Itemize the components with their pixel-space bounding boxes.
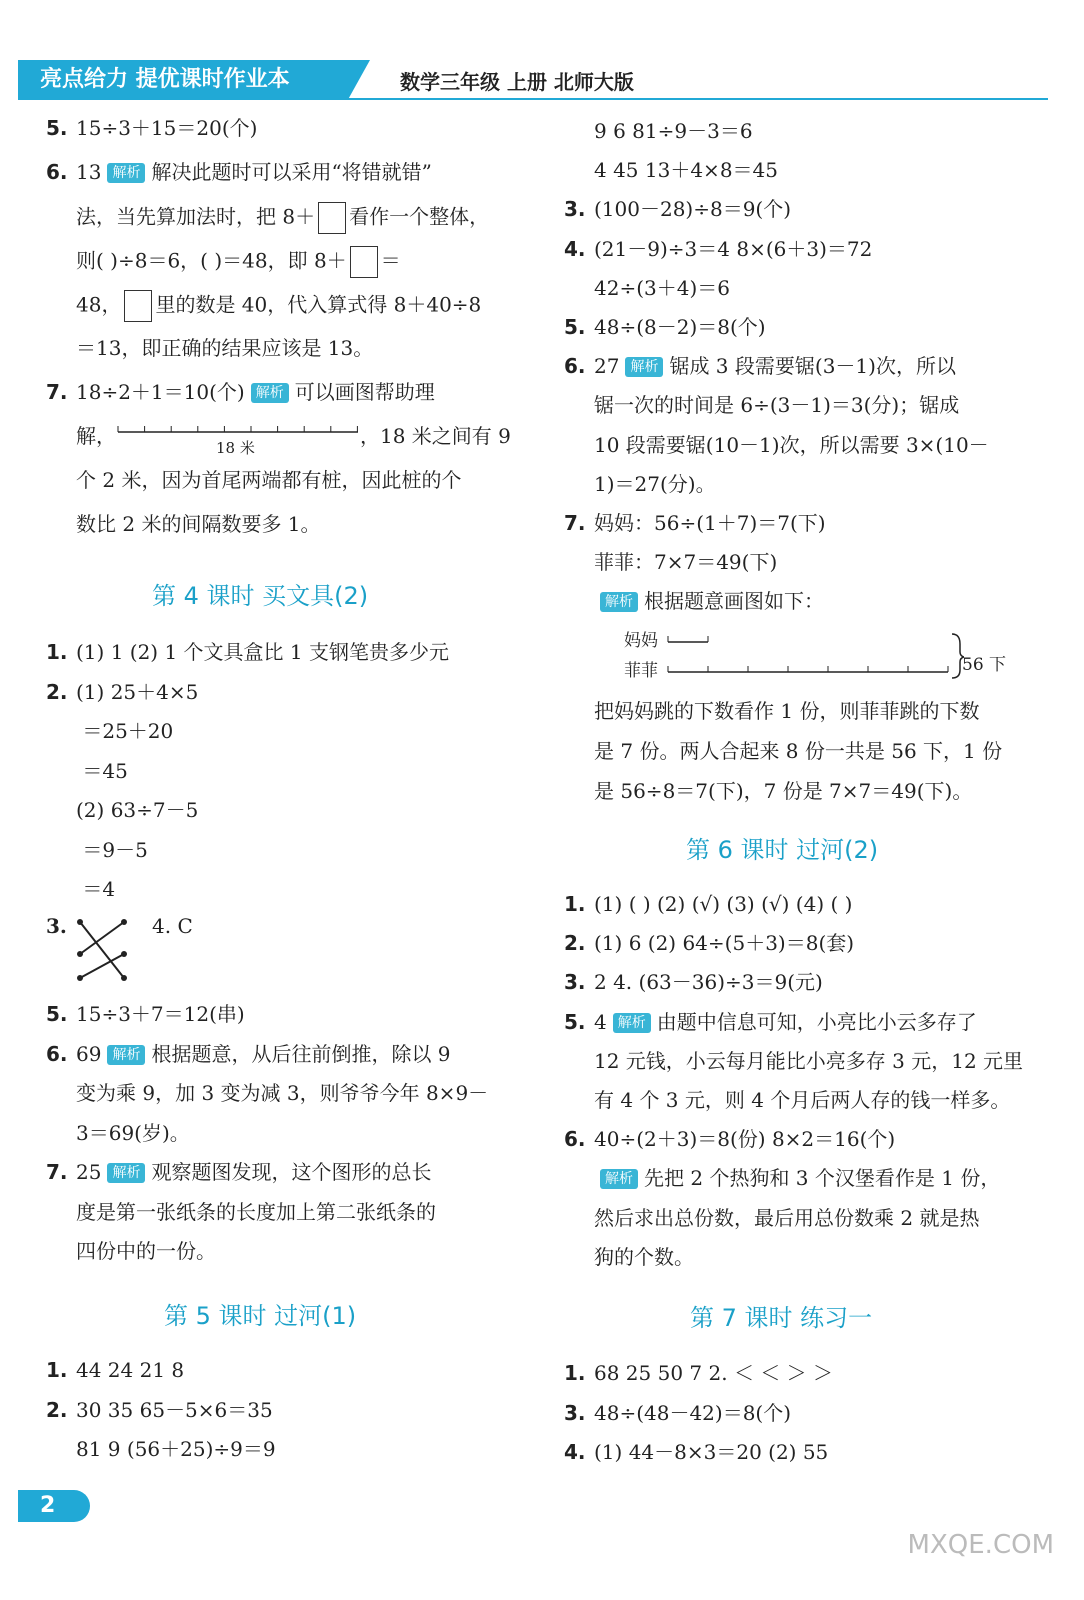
line-text: 根据题意画图如下：: [644, 589, 824, 614]
line-text: 数比 2 米的间隔数要多 1。: [76, 512, 321, 536]
text-line: [46, 378, 435, 406]
text-line: [46, 246, 401, 278]
text-line: [46, 114, 257, 142]
text-line: [46, 875, 115, 903]
text-line: [564, 313, 766, 341]
line-text: 有 4 个 3 元，则 4 个月后两人存的钱一样多。: [594, 1088, 1011, 1112]
line-text: 4 45 13＋4×8＝45: [594, 158, 778, 183]
line-text: 则( )÷8＝6，( )＝48，即 8＋: [76, 248, 347, 273]
analysis-tag: 解析: [600, 592, 638, 612]
item-number: 7.: [46, 1160, 68, 1184]
item-number: 2.: [564, 931, 586, 956]
analysis-tag: 解析: [600, 1169, 638, 1189]
line-text: 4: [594, 1009, 607, 1034]
item-number: 3.: [564, 970, 586, 995]
text-line: [46, 1198, 436, 1226]
item-number: 3.: [564, 197, 586, 222]
line-text: 妈妈：56÷(1＋7)＝7(下): [594, 511, 826, 535]
line-text: 是 56÷8＝7(下)，7 份是 7×7＝49(下)。: [594, 779, 973, 803]
item-number: 1.: [46, 1358, 68, 1382]
text-line: [564, 117, 753, 145]
text-line: [46, 1356, 184, 1384]
line-text: 变为乘 9，加 3 变为减 3，则爷爷今年 8×9－: [76, 1081, 489, 1105]
line-text: 42÷(3＋4)＝6: [594, 275, 730, 300]
text-line: [564, 1008, 977, 1036]
text-line: [564, 587, 824, 615]
analysis-tag: 解析: [625, 357, 663, 377]
text-line: [564, 431, 989, 459]
diagram-label-mama: 妈妈: [624, 631, 658, 651]
item-number: 6.: [46, 1041, 68, 1066]
line-text: ，18 米之间有 9: [360, 424, 511, 448]
text-line: [46, 1237, 216, 1265]
line-text: 68 25 50 7 2. ＜ ＜ ＞ ＞: [594, 1361, 834, 1385]
line-text: 观察题图发现，这个图形的总长: [151, 1160, 432, 1184]
text-line: [564, 697, 979, 725]
line-text: (1) 6 (2) 64÷(5＋3)＝8(套): [594, 931, 855, 956]
item-number: 6.: [564, 1127, 586, 1152]
line-text: 看作一个整体，: [349, 204, 490, 229]
matching-lines-figure: [76, 916, 132, 986]
analysis-tag: 解析: [613, 1013, 651, 1033]
item-number: 3.: [564, 1400, 586, 1425]
blank-box: [124, 290, 152, 322]
item-number: 1.: [46, 640, 68, 664]
line-text: ＝4: [76, 877, 116, 901]
line-text: (1) 44－8×3＝20 (2) 55: [594, 1440, 829, 1464]
diagram-total: 56 下: [962, 655, 1007, 675]
text-line: [564, 1204, 979, 1232]
line-text: 由题中信息可知，小亮比小云多存了: [656, 1009, 977, 1034]
line-text: 27: [594, 354, 620, 379]
line-text: (1) 1 (2) 1 个文具盒比 1 支钢笔贵多少元: [76, 640, 449, 664]
ruler-label: 18 米: [216, 438, 255, 457]
item-number: 7.: [46, 380, 68, 404]
text-line: [46, 1435, 276, 1463]
text-line: [564, 274, 730, 302]
line-text: 个 2 米，因为首尾两端都有桩，因此桩的个: [76, 468, 462, 492]
line-text: (100－28)÷8＝9(个): [594, 197, 792, 222]
text-line: [564, 929, 854, 957]
text-line: [46, 1119, 190, 1147]
section-title: 第 7 课时 练习一: [690, 1304, 873, 1332]
line-text: 18÷2＋1＝10(个): [76, 380, 245, 404]
line-text: 25: [76, 1160, 102, 1184]
line-text: 然后求出总份数，最后用总份数乘 2 就是热: [594, 1205, 980, 1230]
line-text: 把妈妈跳的下数看作 1 份，则菲菲跳的下数: [594, 699, 980, 723]
text-line: [564, 777, 972, 805]
header-rule: [18, 98, 1048, 100]
text-line: [564, 1047, 1023, 1075]
text-line: [564, 1243, 694, 1271]
line-text: 12 元钱，小云每月能比小亮多存 3 元，12 元里: [594, 1048, 1024, 1073]
line-text: ＝13，即正确的结果应该是 13。: [76, 336, 374, 360]
text-line: [564, 548, 777, 576]
section-title: 第 4 课时 买文具(2): [152, 582, 369, 610]
diagram-label-feifei: 菲菲: [624, 661, 658, 681]
text-line: [46, 1396, 273, 1424]
text-line: [46, 290, 481, 322]
line-text: 69: [76, 1041, 102, 1066]
line-text: 15÷3＋15＝20(个): [76, 116, 258, 140]
text-line: [564, 509, 826, 537]
text-line: [564, 1359, 833, 1387]
text-line: [564, 737, 1002, 765]
blank-box: [318, 202, 346, 234]
line-text: (1) ( ) (2) (√) (3) (√) (4) ( ): [594, 892, 853, 916]
line-text: ＝25＋20: [76, 719, 174, 743]
text-line: [564, 890, 852, 918]
line-text: 15÷3＋7＝12(串): [76, 1002, 245, 1026]
text-line: [46, 757, 128, 785]
header-subtitle: 数学三年级 上册 北师大版: [400, 70, 634, 94]
line-text: 48÷(48－42)＝8(个): [594, 1400, 792, 1425]
item-number: 3.: [46, 914, 67, 938]
blank-box: [350, 246, 378, 278]
analysis-tag: 解析: [107, 1045, 145, 1065]
ruler-figure: [116, 424, 360, 457]
line-text: 10 段需要锯(10－1)次，所以需要 3×(10－: [594, 432, 989, 457]
line-text: 2 4. (63－36)÷3＝9(元): [594, 970, 823, 995]
line-text: ＝9－5: [76, 837, 148, 862]
text-line: [564, 352, 956, 380]
text-line: [46, 717, 173, 745]
text-line: [46, 1040, 451, 1068]
text-line: [46, 422, 511, 457]
item-number: 4.: [564, 236, 586, 261]
item-number: 5.: [564, 315, 586, 339]
text-line: [564, 1164, 1000, 1192]
text-line: [46, 1079, 488, 1107]
text-line: [46, 510, 321, 538]
line-text: 81 9 (56＋25)÷9＝9: [76, 1437, 276, 1461]
page-number: 2: [40, 1493, 56, 1518]
item-number: 6.: [46, 160, 68, 184]
text-line: [46, 202, 489, 234]
text-line: [46, 1158, 431, 1186]
line-text: 锯成 3 段需要锯(3－1)次，所以: [669, 354, 956, 379]
text-line: [46, 836, 148, 864]
analysis-tag: 解析: [107, 163, 145, 183]
line-text: 根据题意，从后往前倒推，除以 9: [151, 1041, 451, 1066]
line-text: 菲菲：7×7＝49(下): [594, 550, 778, 575]
text-line: [46, 796, 198, 824]
line-text: (1) 25＋4×5: [76, 679, 199, 704]
analysis-tag: 解析: [107, 1163, 145, 1183]
line-text: 1)＝27(分)。: [594, 471, 716, 496]
line-text: 48，: [76, 292, 122, 317]
line-text: 解决此题时可以采用“将错就错”: [151, 160, 432, 184]
text-line: 4. C: [152, 914, 193, 938]
section-title: 第 6 课时 过河(2): [686, 836, 879, 864]
line-text: ＝45: [76, 758, 128, 783]
text-line: [564, 1438, 828, 1466]
line-text: (2) 63÷7－5: [76, 798, 199, 822]
text-line: [564, 235, 872, 263]
item-number: 5.: [46, 116, 68, 140]
line-text: 狗的个数。: [594, 1244, 694, 1269]
text-line: [46, 1000, 245, 1028]
text-line: [564, 1125, 895, 1153]
text-line: [46, 638, 449, 666]
item-number: 1.: [564, 892, 586, 916]
line-text: 是 7 份。两人合起来 8 份一共是 56 下，1 份: [594, 739, 1003, 763]
line-text: 里的数是 40，代入算式得 8＋40÷8: [155, 292, 482, 317]
text-line: [564, 968, 823, 996]
item-number: 2.: [46, 1397, 68, 1422]
text-line: [564, 391, 959, 419]
text-line: [46, 466, 461, 494]
item-number: 5.: [564, 1009, 586, 1034]
line-text: 40÷(2＋3)＝8(份) 8×2＝16(个): [594, 1127, 896, 1152]
line-text: 3＝69(岁)。: [76, 1120, 190, 1145]
line-text: 锯一次的时间是 6÷(3－1)＝3(分)；锯成: [594, 393, 960, 418]
line-text: 法，当先算加法时，把 8＋: [76, 204, 316, 229]
text-line: [564, 1399, 791, 1427]
text-line: [564, 195, 791, 223]
line-text: 解，: [76, 424, 116, 448]
item-number: 7.: [564, 511, 586, 535]
watermark: MXQE.COM: [907, 1530, 1054, 1560]
line-text: (21－9)÷3＝4 8×(6＋3)＝72: [594, 236, 873, 261]
line-text: 30 35 65－5×6＝35: [76, 1397, 273, 1422]
line-text: 度是第一张纸条的长度加上第二张纸条的: [76, 1199, 436, 1224]
text-line: [46, 158, 432, 186]
line-text: 可以画图帮助理: [294, 380, 435, 404]
item-number: 2.: [46, 679, 68, 704]
segment-diagram: [664, 628, 964, 684]
section-title: 第 5 课时 过河(1): [164, 1302, 357, 1330]
line-text: 44 24 21 8: [76, 1358, 185, 1382]
line-text: 48÷(8－2)＝8(个): [594, 315, 766, 339]
item-number: 5.: [46, 1002, 68, 1026]
text-line: [46, 334, 373, 362]
text-line: [564, 1086, 1010, 1114]
line-text: 先把 2 个热狗和 3 个汉堡看作是 1 份，: [644, 1166, 1001, 1191]
line-text: 四份中的一份。: [76, 1239, 216, 1263]
text-line: [564, 156, 778, 184]
header-title: 亮点给力 提优课时作业本: [40, 67, 290, 92]
item-number: 4.: [564, 1440, 586, 1464]
line-text: 9 6 81÷9－3＝6: [594, 119, 753, 143]
line-text: 13: [76, 160, 102, 184]
item-number: 1.: [564, 1361, 586, 1385]
item-number: 6.: [564, 354, 586, 379]
text-line: [46, 678, 198, 706]
text-line: [564, 470, 716, 498]
line-text: ＝: [380, 248, 401, 273]
analysis-tag: 解析: [251, 383, 289, 403]
